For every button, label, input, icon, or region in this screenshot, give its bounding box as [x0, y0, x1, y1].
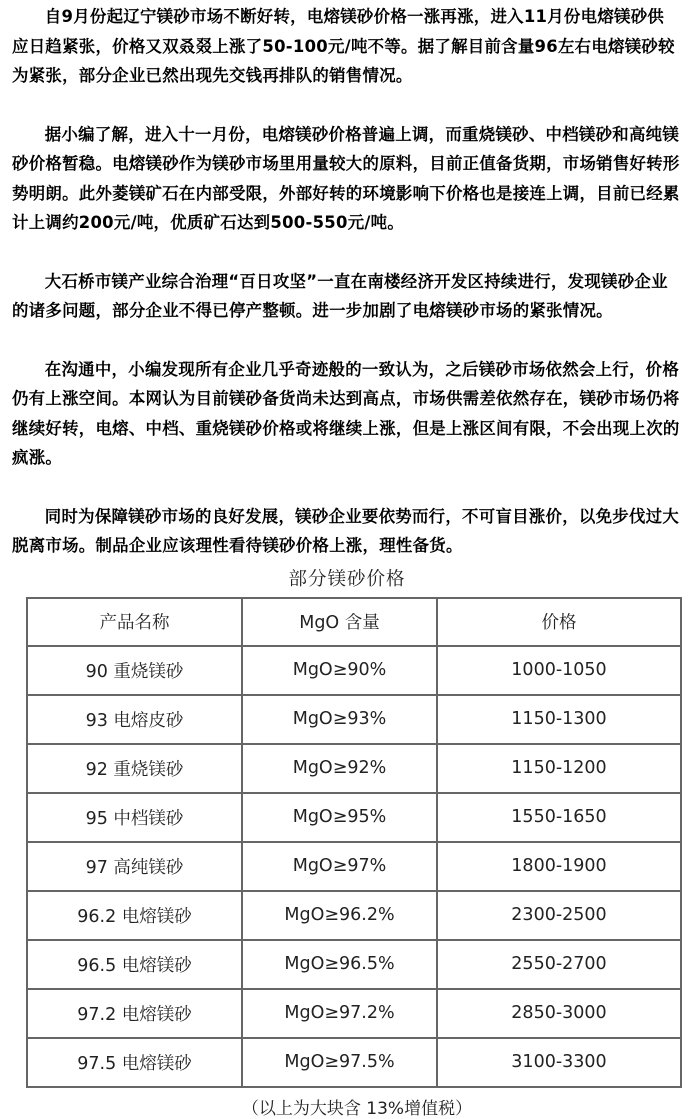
product-name-cell: 97.2 电熔镁砂	[27, 989, 242, 1038]
table-row	[27, 891, 681, 940]
mgo-content-cell: MgO≥97.2%	[242, 989, 437, 1038]
mgo-content-cell: MgO≥97%	[242, 842, 437, 891]
mgo-content-cell: MgO≥93%	[242, 695, 437, 744]
price-cell: 1800-1900	[437, 842, 681, 891]
price-cell: 2550-2700	[437, 940, 681, 989]
header-product-name: 产品名称	[27, 598, 242, 646]
table-footnote: （以上为大块含 13%增值税）	[241, 1098, 473, 1119]
product-name-cell: 97 高纯镁砂	[27, 842, 242, 891]
mgo-content-cell: MgO≥90%	[242, 646, 437, 695]
article-paragraph-2: 据小编了解，进入十一月份，电熔镁砂价格普遍上调，而重烧镁砂、中档镁砂和高纯镁砂价格暂稳。电熔镁砂作为镁砂市场里用量较大的原料，目前正值备货期，市场销售好转形势明朗。此外菱镁矿石在内部受限，外部好转的环境影响下价格也是接连上调，目前已经累计上调约200元/吨，优质矿石达到500-550元/吨。	[12, 124, 680, 232]
table-row	[27, 646, 681, 695]
product-name-cell: 90 重烧镁砂	[27, 646, 242, 695]
article-paragraph-3: 大石桥市镁产业综合治理“百日攻坚”一直在南楼经济开发区持续进行，发现镁砂企业的诸多问题，部分企业不得已停产整顿。进一步加剧了电熔镁砂市场的紧张情况。	[12, 271, 668, 320]
price-cell: 2850-3000	[437, 989, 681, 1038]
product-name-cell: 93 电熔皮砂	[27, 695, 242, 744]
mgo-content-cell: MgO≥92%	[242, 744, 437, 793]
paragraph-spacer	[12, 326, 680, 355]
header-mgo-content: MgO 含量	[242, 598, 437, 646]
price-cell: 1000-1050	[437, 646, 681, 695]
mgo-content-cell: MgO≥96.5%	[242, 940, 437, 989]
table-title: 部分镁砂价格	[288, 568, 406, 590]
product-name-cell: 97.5 电熔镁砂	[27, 1038, 242, 1087]
price-cell: 2300-2500	[437, 891, 681, 940]
paragraph-spacer	[12, 91, 680, 120]
price-table	[26, 597, 682, 1088]
table-row	[27, 744, 681, 793]
product-name-cell: 96.5 电熔镁砂	[27, 940, 242, 989]
table-row	[27, 989, 681, 1038]
table-row	[27, 940, 681, 989]
mgo-content-cell: MgO≥97.5%	[242, 1038, 437, 1087]
table-row	[27, 695, 681, 744]
article-paragraph-4: 在沟通中，小编发现所有企业几乎奇迹般的一致认为，之后镁砂市场依然会上行，价格仍有上涨空间。本网认为目前镁砂备货尚未达到高点，市场供需差依然存在，镁砂市场仍将继续好转，电熔、中档、重烧镁砂价格或将继续上涨，但是上涨区间有限，不会出现上次的疯涨。	[12, 359, 680, 467]
table-header-row	[27, 598, 681, 646]
price-cell: 1550-1650	[437, 793, 681, 842]
article-paragraph-5: 同时为保障镁砂市场的良好发展，镁砂企业要依势而行，不可盲目涨价，以免步伐过大脱离市场。制品企业应该理性看待镁砂价格上涨，理性备货。	[12, 506, 680, 555]
price-cell: 1150-1200	[437, 744, 681, 793]
product-name-cell: 95 中档镁砂	[27, 793, 242, 842]
mgo-content-cell: MgO≥96.2%	[242, 891, 437, 940]
article-paragraph-1: 自9月份起辽宁镁砂市场不断好转，电熔镁砂价格一涨再涨，进入11月份电熔镁砂供应日趋紧张，价格又双叒叕上涨了50-100元/吨不等。据了解目前含量96左右电熔镁砂较为紧张，部分企业已然出现先交钱再排队的销售情况。	[12, 7, 675, 85]
table-row	[27, 842, 681, 891]
paragraph-spacer	[12, 473, 680, 502]
price-cell: 3100-3300	[437, 1038, 681, 1087]
product-name-cell: 96.2 电熔镁砂	[27, 891, 242, 940]
paragraph-spacer	[12, 238, 680, 267]
mgo-content-cell: MgO≥95%	[242, 793, 437, 842]
table-row	[27, 793, 681, 842]
price-cell: 1150-1300	[437, 695, 681, 744]
table-row	[27, 1038, 681, 1087]
product-name-cell: 92 重烧镁砂	[27, 744, 242, 793]
header-price: 价格	[437, 598, 681, 646]
